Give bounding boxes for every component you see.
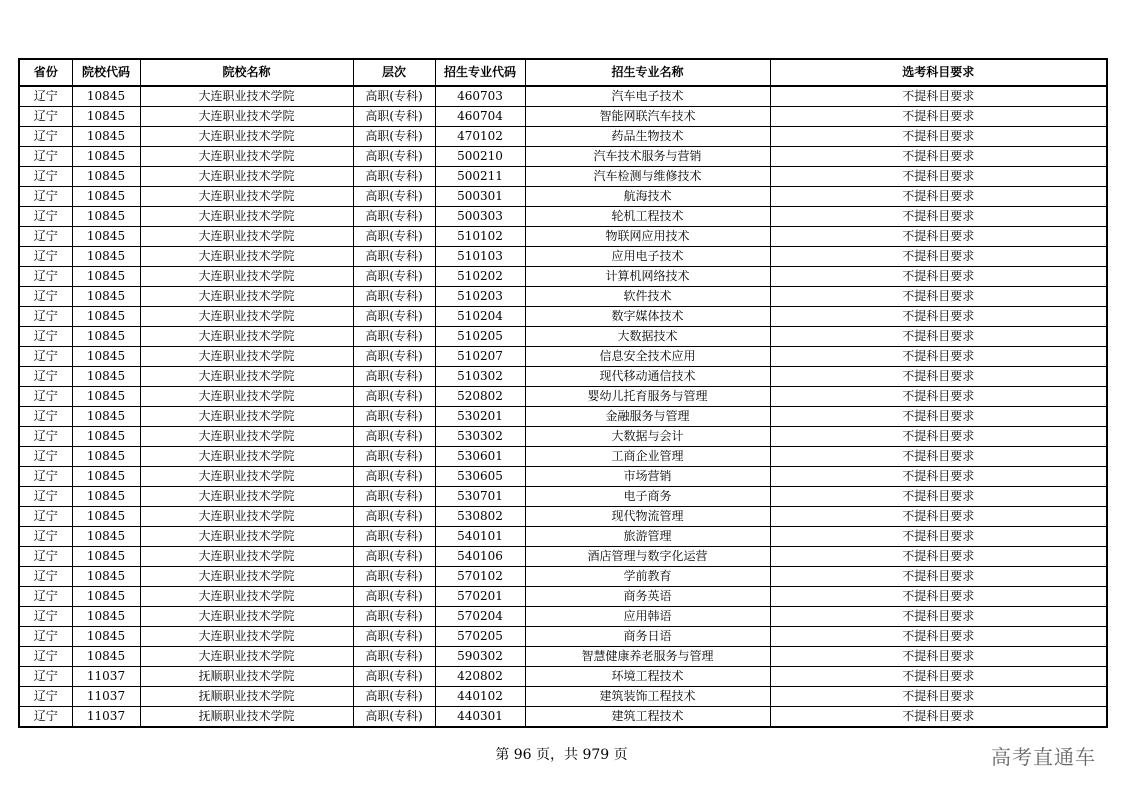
cell-level: 高职(专科) [353, 307, 435, 327]
cell-school-code: 10845 [72, 387, 140, 407]
cell-subject-requirement: 不提科目要求 [770, 207, 1107, 227]
cell-major-name: 现代物流管理 [525, 507, 770, 527]
cell-level: 高职(专科) [353, 187, 435, 207]
cell-major-code: 530201 [435, 407, 525, 427]
table-row [19, 467, 1107, 487]
cell-major-code: 530302 [435, 427, 525, 447]
cell-subject-requirement: 不提科目要求 [770, 327, 1107, 347]
cell-province: 辽宁 [19, 627, 72, 647]
cell-school-code: 10845 [72, 607, 140, 627]
cell-subject-requirement: 不提科目要求 [770, 267, 1107, 287]
table-row [19, 527, 1107, 547]
cell-subject-requirement: 不提科目要求 [770, 347, 1107, 367]
cell-subject-requirement: 不提科目要求 [770, 607, 1107, 627]
cell-major-name: 学前教育 [525, 567, 770, 587]
cell-level: 高职(专科) [353, 527, 435, 547]
table-row [19, 427, 1107, 447]
table-row [19, 86, 1107, 107]
cell-school-code: 10845 [72, 207, 140, 227]
cell-school-name: 大连职业技术学院 [140, 467, 353, 487]
cell-school-code: 10845 [72, 467, 140, 487]
cell-level: 高职(专科) [353, 427, 435, 447]
cell-province: 辽宁 [19, 667, 72, 687]
cell-province: 辽宁 [19, 287, 72, 307]
cell-school-name: 抚顺职业技术学院 [140, 667, 353, 687]
cell-level: 高职(专科) [353, 267, 435, 287]
cell-major-name: 工商企业管理 [525, 447, 770, 467]
cell-level: 高职(专科) [353, 607, 435, 627]
cell-major-code: 540101 [435, 527, 525, 547]
table-row [19, 687, 1107, 707]
cell-school-name: 大连职业技术学院 [140, 347, 353, 367]
cell-level: 高职(专科) [353, 587, 435, 607]
cell-school-code: 10845 [72, 287, 140, 307]
cell-province: 辽宁 [19, 607, 72, 627]
table-row [19, 507, 1107, 527]
cell-major-name: 汽车电子技术 [525, 86, 770, 107]
table-row [19, 627, 1107, 647]
cell-school-code: 10845 [72, 547, 140, 567]
cell-school-code: 10845 [72, 407, 140, 427]
header-province: 省份 [19, 59, 72, 86]
cell-major-name: 软件技术 [525, 287, 770, 307]
cell-major-name: 现代移动通信技术 [525, 367, 770, 387]
cell-major-name: 婴幼儿托育服务与管理 [525, 387, 770, 407]
cell-school-code: 10845 [72, 127, 140, 147]
cell-major-name: 电子商务 [525, 487, 770, 507]
cell-major-name: 航海技术 [525, 187, 770, 207]
table-row [19, 327, 1107, 347]
cell-school-name: 大连职业技术学院 [140, 507, 353, 527]
cell-school-name: 大连职业技术学院 [140, 267, 353, 287]
cell-major-name: 应用韩语 [525, 607, 770, 627]
cell-school-code: 10845 [72, 627, 140, 647]
cell-school-name: 大连职业技术学院 [140, 587, 353, 607]
cell-major-name: 汽车检测与维修技术 [525, 167, 770, 187]
cell-school-code: 11037 [72, 687, 140, 707]
cell-school-name: 大连职业技术学院 [140, 227, 353, 247]
cell-major-name: 应用电子技术 [525, 247, 770, 267]
cell-major-code: 570201 [435, 587, 525, 607]
cell-province: 辽宁 [19, 407, 72, 427]
cell-school-code: 10845 [72, 487, 140, 507]
cell-province: 辽宁 [19, 707, 72, 728]
cell-major-name: 建筑工程技术 [525, 707, 770, 728]
table-row [19, 347, 1107, 367]
cell-school-name: 大连职业技术学院 [140, 527, 353, 547]
table-row [19, 207, 1107, 227]
cell-subject-requirement: 不提科目要求 [770, 127, 1107, 147]
header-major-code: 招生专业代码 [435, 59, 525, 86]
cell-province: 辽宁 [19, 467, 72, 487]
cell-province: 辽宁 [19, 567, 72, 587]
cell-major-code: 570204 [435, 607, 525, 627]
cell-province: 辽宁 [19, 86, 72, 107]
header-level: 层次 [353, 59, 435, 86]
cell-school-name: 大连职业技术学院 [140, 207, 353, 227]
cell-level: 高职(专科) [353, 647, 435, 667]
cell-school-code: 10845 [72, 427, 140, 447]
cell-major-code: 510205 [435, 327, 525, 347]
header-major-name: 招生专业名称 [525, 59, 770, 86]
cell-subject-requirement: 不提科目要求 [770, 427, 1107, 447]
cell-school-code: 10845 [72, 327, 140, 347]
cell-major-code: 500210 [435, 147, 525, 167]
cell-major-code: 500303 [435, 207, 525, 227]
cell-major-code: 510202 [435, 267, 525, 287]
cell-level: 高职(专科) [353, 467, 435, 487]
cell-subject-requirement: 不提科目要求 [770, 187, 1107, 207]
cell-major-code: 420802 [435, 667, 525, 687]
cell-level: 高职(专科) [353, 167, 435, 187]
cell-school-code: 10845 [72, 647, 140, 667]
cell-subject-requirement: 不提科目要求 [770, 587, 1107, 607]
cell-province: 辽宁 [19, 307, 72, 327]
table-row [19, 547, 1107, 567]
cell-subject-requirement: 不提科目要求 [770, 687, 1107, 707]
table-row [19, 227, 1107, 247]
cell-school-name: 大连职业技术学院 [140, 287, 353, 307]
cell-subject-requirement: 不提科目要求 [770, 167, 1107, 187]
table-header [19, 59, 1107, 86]
table-row [19, 167, 1107, 187]
cell-subject-requirement: 不提科目要求 [770, 307, 1107, 327]
cell-level: 高职(专科) [353, 407, 435, 427]
cell-school-name: 大连职业技术学院 [140, 647, 353, 667]
cell-school-code: 10845 [72, 187, 140, 207]
table-row [19, 447, 1107, 467]
cell-province: 辽宁 [19, 427, 72, 447]
cell-level: 高职(专科) [353, 327, 435, 347]
cell-province: 辽宁 [19, 487, 72, 507]
cell-school-name: 大连职业技术学院 [140, 167, 353, 187]
cell-school-code: 10845 [72, 447, 140, 467]
cell-province: 辽宁 [19, 107, 72, 127]
table-row [19, 247, 1107, 267]
cell-major-code: 540106 [435, 547, 525, 567]
cell-level: 高职(专科) [353, 487, 435, 507]
cell-major-code: 530601 [435, 447, 525, 467]
cell-major-code: 460704 [435, 107, 525, 127]
cell-province: 辽宁 [19, 447, 72, 467]
cell-school-code: 10845 [72, 227, 140, 247]
cell-major-name: 数字媒体技术 [525, 307, 770, 327]
cell-major-name: 大数据与会计 [525, 427, 770, 447]
cell-school-name: 大连职业技术学院 [140, 247, 353, 267]
cell-major-code: 510204 [435, 307, 525, 327]
cell-school-name: 大连职业技术学院 [140, 627, 353, 647]
table-row [19, 367, 1107, 387]
cell-subject-requirement: 不提科目要求 [770, 467, 1107, 487]
cell-school-name: 大连职业技术学院 [140, 307, 353, 327]
cell-province: 辽宁 [19, 547, 72, 567]
cell-school-code: 10845 [72, 167, 140, 187]
cell-subject-requirement: 不提科目要求 [770, 527, 1107, 547]
cell-major-name: 智慧健康养老服务与管理 [525, 647, 770, 667]
cell-school-code: 10845 [72, 267, 140, 287]
cell-school-name: 抚顺职业技术学院 [140, 707, 353, 728]
table-row [19, 387, 1107, 407]
table-row [19, 287, 1107, 307]
cell-level: 高职(专科) [353, 207, 435, 227]
cell-school-name: 抚顺职业技术学院 [140, 687, 353, 707]
page-number: 第 96 页，共 979 页 [495, 747, 628, 763]
table-body [19, 86, 1107, 727]
cell-level: 高职(专科) [353, 707, 435, 728]
watermark-logo: 高考直通车 [991, 745, 1096, 769]
cell-major-name: 药品生物技术 [525, 127, 770, 147]
cell-major-name: 计算机网络技术 [525, 267, 770, 287]
cell-major-code: 570102 [435, 567, 525, 587]
cell-province: 辽宁 [19, 507, 72, 527]
cell-school-code: 10845 [72, 367, 140, 387]
cell-school-code: 10845 [72, 507, 140, 527]
table-row [19, 407, 1107, 427]
table-row [19, 107, 1107, 127]
cell-level: 高职(专科) [353, 287, 435, 307]
cell-province: 辽宁 [19, 267, 72, 287]
cell-subject-requirement: 不提科目要求 [770, 107, 1107, 127]
cell-major-code: 440301 [435, 707, 525, 728]
cell-school-name: 大连职业技术学院 [140, 447, 353, 467]
cell-major-code: 470102 [435, 127, 525, 147]
cell-school-name: 大连职业技术学院 [140, 127, 353, 147]
table-row [19, 607, 1107, 627]
cell-major-name: 汽车技术服务与营销 [525, 147, 770, 167]
table-row [19, 707, 1107, 728]
cell-major-name: 商务英语 [525, 587, 770, 607]
table-row [19, 487, 1107, 507]
cell-school-code: 10845 [72, 587, 140, 607]
cell-level: 高职(专科) [353, 387, 435, 407]
cell-major-code: 530802 [435, 507, 525, 527]
cell-subject-requirement: 不提科目要求 [770, 567, 1107, 587]
cell-school-code: 11037 [72, 667, 140, 687]
cell-school-name: 大连职业技术学院 [140, 147, 353, 167]
cell-level: 高职(专科) [353, 627, 435, 647]
header-school-code: 院校代码 [72, 59, 140, 86]
cell-major-name: 轮机工程技术 [525, 207, 770, 227]
cell-major-name: 市场营销 [525, 467, 770, 487]
cell-school-code: 10845 [72, 307, 140, 327]
cell-school-code: 10845 [72, 527, 140, 547]
cell-province: 辽宁 [19, 647, 72, 667]
cell-subject-requirement: 不提科目要求 [770, 627, 1107, 647]
cell-province: 辽宁 [19, 527, 72, 547]
cell-major-code: 510203 [435, 287, 525, 307]
cell-major-name: 金融服务与管理 [525, 407, 770, 427]
cell-subject-requirement: 不提科目要求 [770, 147, 1107, 167]
cell-major-code: 520802 [435, 387, 525, 407]
table-row [19, 647, 1107, 667]
cell-school-code: 10845 [72, 107, 140, 127]
table-row [19, 667, 1107, 687]
cell-major-name: 建筑装饰工程技术 [525, 687, 770, 707]
cell-province: 辽宁 [19, 167, 72, 187]
cell-province: 辽宁 [19, 347, 72, 367]
cell-school-code: 10845 [72, 347, 140, 367]
cell-major-name: 大数据技术 [525, 327, 770, 347]
cell-level: 高职(专科) [353, 447, 435, 467]
cell-school-code: 10845 [72, 86, 140, 107]
cell-major-name: 智能网联汽车技术 [525, 107, 770, 127]
cell-major-code: 510302 [435, 367, 525, 387]
cell-school-name: 大连职业技术学院 [140, 86, 353, 107]
cell-province: 辽宁 [19, 207, 72, 227]
cell-school-code: 10845 [72, 147, 140, 167]
cell-school-name: 大连职业技术学院 [140, 327, 353, 347]
cell-subject-requirement: 不提科目要求 [770, 507, 1107, 527]
cell-level: 高职(专科) [353, 347, 435, 367]
cell-major-name: 环境工程技术 [525, 667, 770, 687]
cell-subject-requirement: 不提科目要求 [770, 647, 1107, 667]
cell-province: 辽宁 [19, 247, 72, 267]
admission-table [18, 58, 1108, 728]
cell-school-name: 大连职业技术学院 [140, 407, 353, 427]
cell-subject-requirement: 不提科目要求 [770, 86, 1107, 107]
cell-level: 高职(专科) [353, 367, 435, 387]
cell-level: 高职(专科) [353, 547, 435, 567]
cell-subject-requirement: 不提科目要求 [770, 707, 1107, 728]
cell-major-code: 530605 [435, 467, 525, 487]
cell-subject-requirement: 不提科目要求 [770, 487, 1107, 507]
cell-level: 高职(专科) [353, 567, 435, 587]
cell-major-code: 500301 [435, 187, 525, 207]
cell-major-name: 旅游管理 [525, 527, 770, 547]
cell-subject-requirement: 不提科目要求 [770, 447, 1107, 467]
header-school-name: 院校名称 [140, 59, 353, 86]
cell-subject-requirement: 不提科目要求 [770, 247, 1107, 267]
cell-major-name: 酒店管理与数字化运营 [525, 547, 770, 567]
cell-subject-requirement: 不提科目要求 [770, 407, 1107, 427]
cell-subject-requirement: 不提科目要求 [770, 287, 1107, 307]
cell-school-code: 10845 [72, 247, 140, 267]
cell-subject-requirement: 不提科目要求 [770, 367, 1107, 387]
cell-province: 辽宁 [19, 587, 72, 607]
cell-school-name: 大连职业技术学院 [140, 607, 353, 627]
table-row [19, 267, 1107, 287]
cell-subject-requirement: 不提科目要求 [770, 547, 1107, 567]
cell-major-name: 信息安全技术应用 [525, 347, 770, 367]
cell-school-name: 大连职业技术学院 [140, 387, 353, 407]
header-subject-requirement: 选考科目要求 [770, 59, 1107, 86]
cell-major-code: 500211 [435, 167, 525, 187]
cell-province: 辽宁 [19, 227, 72, 247]
cell-level: 高职(专科) [353, 147, 435, 167]
cell-province: 辽宁 [19, 127, 72, 147]
cell-level: 高职(专科) [353, 247, 435, 267]
cell-major-code: 440102 [435, 687, 525, 707]
cell-subject-requirement: 不提科目要求 [770, 387, 1107, 407]
table-row [19, 587, 1107, 607]
cell-province: 辽宁 [19, 327, 72, 347]
cell-school-name: 大连职业技术学院 [140, 187, 353, 207]
cell-level: 高职(专科) [353, 667, 435, 687]
cell-subject-requirement: 不提科目要求 [770, 667, 1107, 687]
cell-school-name: 大连职业技术学院 [140, 107, 353, 127]
cell-level: 高职(专科) [353, 687, 435, 707]
cell-level: 高职(专科) [353, 227, 435, 247]
cell-subject-requirement: 不提科目要求 [770, 227, 1107, 247]
table-row [19, 187, 1107, 207]
cell-province: 辽宁 [19, 187, 72, 207]
cell-school-code: 11037 [72, 707, 140, 728]
cell-major-code: 460703 [435, 86, 525, 107]
header-row [19, 59, 1107, 86]
cell-level: 高职(专科) [353, 107, 435, 127]
cell-school-code: 10845 [72, 567, 140, 587]
table-row [19, 567, 1107, 587]
cell-level: 高职(专科) [353, 507, 435, 527]
cell-major-code: 530701 [435, 487, 525, 507]
cell-school-name: 大连职业技术学院 [140, 487, 353, 507]
table-row [19, 147, 1107, 167]
cell-level: 高职(专科) [353, 86, 435, 107]
cell-province: 辽宁 [19, 387, 72, 407]
cell-school-name: 大连职业技术学院 [140, 567, 353, 587]
cell-major-code: 510102 [435, 227, 525, 247]
cell-school-name: 大连职业技术学院 [140, 547, 353, 567]
cell-school-name: 大连职业技术学院 [140, 367, 353, 387]
cell-major-code: 510207 [435, 347, 525, 367]
cell-major-code: 510103 [435, 247, 525, 267]
table-row [19, 127, 1107, 147]
cell-major-code: 570205 [435, 627, 525, 647]
table-row [19, 307, 1107, 327]
cell-major-code: 590302 [435, 647, 525, 667]
cell-level: 高职(专科) [353, 127, 435, 147]
cell-major-name: 商务日语 [525, 627, 770, 647]
cell-school-name: 大连职业技术学院 [140, 427, 353, 447]
cell-province: 辽宁 [19, 147, 72, 167]
cell-province: 辽宁 [19, 367, 72, 387]
cell-province: 辽宁 [19, 687, 72, 707]
cell-major-name: 物联网应用技术 [525, 227, 770, 247]
